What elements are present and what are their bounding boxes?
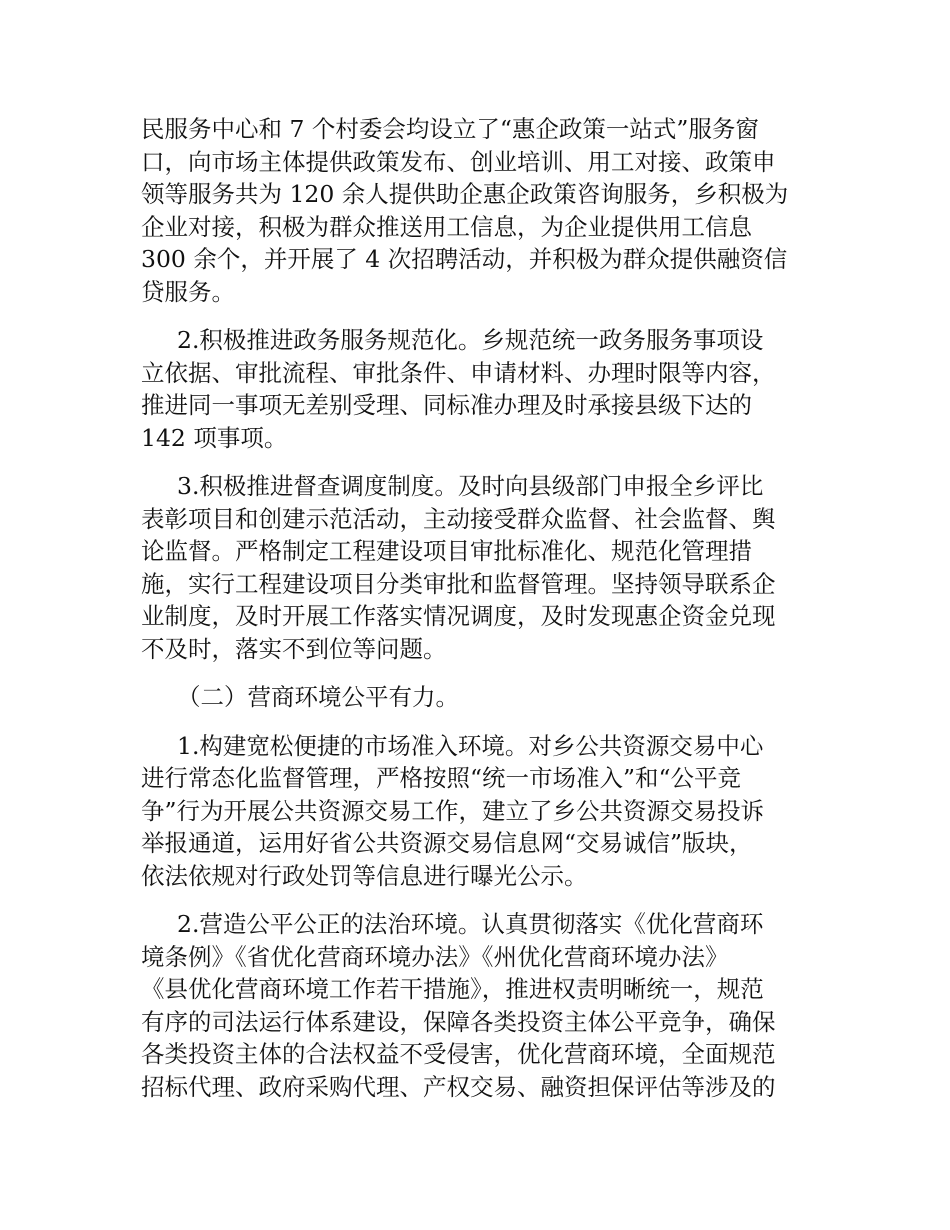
- text-line: 贷服务。: [141, 277, 235, 306]
- text-line: 论监督。严格制定工程建设项目审批标准化、规范化管理措: [141, 537, 752, 565]
- text-line: 1.构建宽松便捷的市场准入环境。对乡公共资源交易中心: [177, 731, 764, 760]
- text-line: 企业对接，积极为群众推送用工信息，为企业提供用工信息: [141, 212, 752, 241]
- text-line: 2.营造公平公正的法治环境。认真贯彻落实《优化营商环: [177, 910, 764, 938]
- text-line: 各类投资主体的合法权益不受侵害，优化营商环境，全面规范: [141, 1040, 776, 1068]
- text-line: 3.积极推进督查调度制度。及时向县级部门申报全乡评比: [177, 472, 764, 500]
- text-line: 有序的司法运行体系建设，保障各类投资主体公平竞争，确保: [141, 1007, 776, 1036]
- text-line: 300 余个，并开展了 4 次招聘活动，并积极为群众提供融资信: [141, 245, 788, 273]
- paragraph-market-access: [141, 730, 813, 893]
- text-line: 争”行为开展公共资源交易工作，建立了乡公共资源交易投诉: [141, 796, 765, 825]
- section-heading: [141, 681, 813, 714]
- paragraph-supervision-system: [141, 470, 813, 665]
- text-line: 2.积极推进政务服务规范化。乡规范统一政务服务事项设: [177, 326, 764, 354]
- text-line: 领等服务共为 120 余人提供助企惠企政策咨询服务，乡积极为: [141, 180, 789, 208]
- text-line: 142 项事项。: [141, 423, 288, 452]
- text-line: 民服务中心和 7 个村委会均设立了“惠企政策一站式”服务窗: [141, 115, 759, 143]
- text-line: （二）营商环境公平有力。: [177, 683, 459, 711]
- text-line: 立依据、审批流程、审批条件、申请材料、办理时限等内容，: [141, 358, 776, 387]
- text-line: 不及时，落实不到位等问题。: [141, 634, 447, 663]
- text-line: 依法依规对行政处罚等信息进行曝光公示。: [141, 861, 588, 890]
- text-line: 口，向市场主体提供政策发布、创业培训、用工对接、政策申: [141, 147, 776, 176]
- text-line: 表彰项目和创建示范活动，主动接受群众监督、社会监督、舆: [141, 504, 776, 533]
- paragraph-legal-environment: [141, 908, 813, 1103]
- text-line: 境条例》《省优化营商环境办法》《州优化营商环境办法》: [141, 942, 729, 971]
- document-body: [141, 113, 813, 1103]
- text-line: 施，实行工程建设项目分类审批和监督管理。坚持领导联系企: [141, 569, 776, 598]
- text-line: 进行常态化监督管理，严格按照“统一市场准入”和“公平竞: [141, 764, 742, 792]
- paragraph-service-window: [141, 113, 813, 308]
- text-line: 推进同一事项无差别受理、同标准办理及时承接县级下达的: [141, 391, 752, 419]
- text-line: 招标代理、政府采购代理、产权交易、融资担保评估等涉及的: [141, 1072, 776, 1101]
- text-line: 《县优化营商环境工作若干措施》，推进权责明晰统一，规范: [141, 975, 764, 1003]
- text-line: 举报通道，运用好省公共资源交易信息网“交易诚信”版块，: [141, 829, 753, 857]
- text-line: 业制度，及时开展工作落实情况调度，及时发现惠企资金兑现: [141, 602, 776, 630]
- paragraph-gov-service-standard: [141, 324, 813, 454]
